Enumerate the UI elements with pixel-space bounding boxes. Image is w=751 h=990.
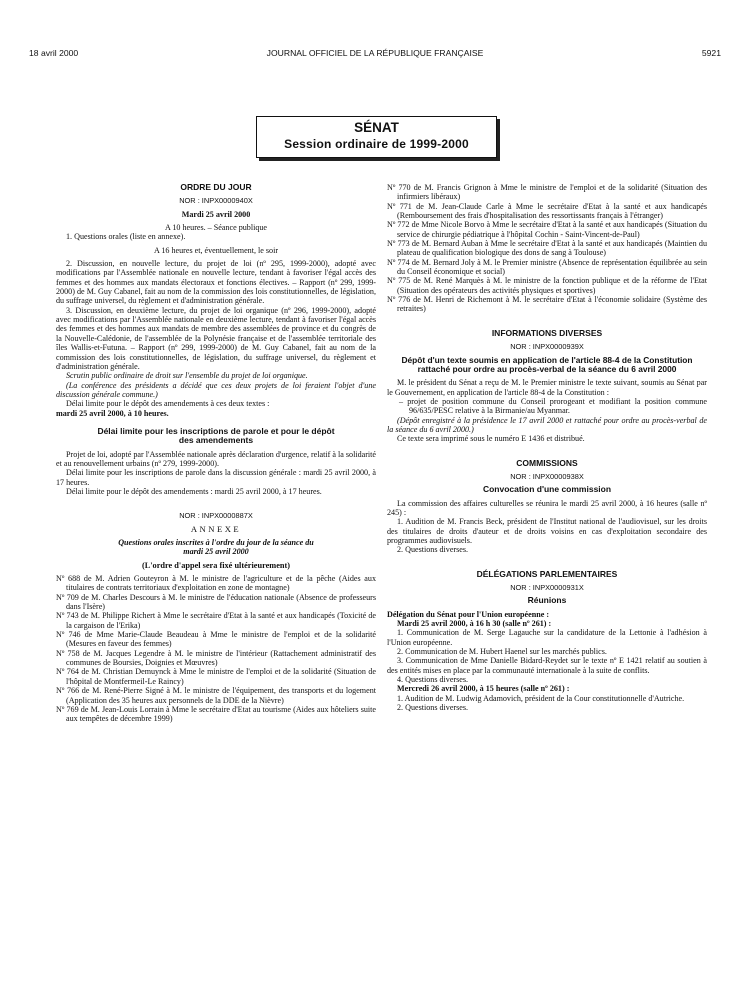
session-date: Mardi 25 avril 2000 [181,209,251,219]
delegations-heading: DÉLÉGATIONS PARLEMENTAIRES [476,568,618,579]
seance-time: A 10 heures. – Séance publique [164,223,268,233]
projet-position: – projet de position commune du Conseil prorogeant et modifiant la position commune 96/635/PESC relative à la Birmanie/au Myanmar. [399,396,707,416]
informations-heading: INFORMATIONS DIVERSES [491,327,603,338]
communication-item: 2. Communication de M. Hubert Haenel sur les marchés publics. [397,647,607,657]
delegation-ue: Délégation du Sénat pour l'Union européenne : [387,609,550,619]
question-item: Nº 758 de M. Jacques Legendre à M. le ministre de l'intérieur (Rattachement administratif des communes de Boursies, Doignies et Mœuvres) [56,648,376,668]
header-page-number: 5921 [701,48,721,58]
delai-depot: Délai limite pour le dépôt des amendements : mardi 25 avril 2000, à 17 heures. [66,486,322,496]
depot-heading: Dépôt d'un texte soumis en application de l'article 88-4 de la Constitution rattaché pour ordre au procès-verbal de la séance du 6 avril 2000 [401,354,693,374]
question-item: Nº 766 de M. René-Pierre Signé à M. le ministre de l'équipement, des transports et du logement (Application des 35 heures aux personnels de la DDE de la Nièvre) [56,686,376,705]
seance-time-2: A 16 heures et, éventuellement, le soir [153,245,279,255]
page-header [29,48,721,62]
questions-diverses: 2. Questions diverses. [397,545,469,555]
nor-ref: NOR : INPX0000938X [510,471,584,481]
question-item: Nº 746 de Mme Marie-Claude Beaudeau à Mme le ministre de l'emploi et de la solidarité (Mesures en faveur des femmes) [56,630,376,649]
audition-text: 1. Audition de M. Francis Beck, président de l'Institut national de l'audiovisuel, sur les droits des titulaires de droits d'auteur et de droits voisins en cas d'exploitation secondaire des programmes audiovisuels. [387,517,707,545]
right-column [387,183,707,713]
audition-item: 1. Audition de M. Ludwig Adamovich, président de la Cour constitutionnelle d'Autriche. [397,693,685,703]
mercredi-session: Mercredi 26 avril 2000, à 15 heures (salle nº 261) : [397,684,570,694]
communication-item: 1. Communication de M. Serge Lagauche sur la candidature de la Lettonie à l'adhésion à l'Union européenne. [387,628,707,647]
item-3: 3. Discussion, en deuxième lecture, du projet de loi organique (nº 296, 1999-2000), adopté avec modifications par l'Assemblée nationale en deuxième lecture, tendant à favoriser l'égal accès des femmes et des hommes aux mandats de membre des assemblées de province et du congrès de la Nouvelle-Calédonie, de l'assemblée de la Polynésie française et de l'assemblée territoriale des îles Wallis-et-Futuna. – Rapport (nº 299, 1999-2000) de M. Guy Cabanel, fait au nom de la commission des lois constitutionnelles, de législation, du suffrage universel, du règlement et d'administration générale. [56,305,376,371]
commission-text: La commission des affaires culturelles se réunira le mardi 25 avril 2000, à 16 heures (salle nº 245) : [387,498,707,517]
depot-enregistre: (Dépôt enregistré à la présidence le 17 avril 2000 et rattaché pour ordre au procès-verbal de la séance du 6 avril 2000.) [387,415,707,434]
question-item: Nº 770 de M. Francis Grignon à Mme le ministre de l'emploi et de la solidarité (Situation des infirmiers libéraux) [387,183,707,202]
question-item: Nº 776 de M. Henri de Richemont à M. le secrétaire d'Etat à l'économie solidaire (Système des retraites) [387,295,707,314]
question-item: Nº 775 de M. René Marquès à M. le ministre de la fonction publique et de la réforme de l'Etat (Situation des opérateurs des activités physiques et sportives) [387,276,707,295]
nor-ref: NOR : INPX0000940X [179,196,253,206]
conference-note: (La conférence des présidents a décidé que ces deux projets de loi feraient l'objet d'une discussion générale commune.) [56,380,376,399]
delai-amendements-date: mardi 25 avril 2000, à 10 heures. [56,408,169,418]
delai-amendements: Délai limite pour le dépôt des amendements à ces deux textes : [66,399,270,409]
title-box [256,116,497,158]
ordre-appel: (L'ordre d'appel sera fixé ultérieurement) [141,560,291,570]
projet-loi: Projet de loi, adopté par l'Assemblée nationale après déclaration d'urgence, relatif à la solidarité et au renouvellement urbains (nº 279, 1999-2000). [56,449,376,468]
header-date: 18 avril 2000 [29,48,79,58]
annexe-title: Questions orales inscrites à l'ordre du jour de la séance du mardi 25 avril 2000 [118,538,314,557]
question-item: Nº 774 de M. Bernard Joly à M. le Premier ministre (Absence de représentation équilibrée au sein du Conseil économique et social) [387,257,707,277]
reunions-heading: Réunions [527,595,567,606]
item-2: 2. Discussion, en nouvelle lecture, du projet de loi (nº 295, 1999-2000), adopté avec modifications par l'Assemblée nationale en nouvelle lecture, tendant à favoriser l'égal accès des femmes et des hommes aux mandats électoraux et fonctions électives. – Rapport (nº 299, 1999-2000) de M. Guy Cabanel, fait au nom de la commission des lois constitutionnelles, de législation, du suffrage universel, du règlement et d'administration générale. [56,259,376,306]
communication-item: 3. Communication de Mme Danielle Bidard-Reydet sur le texte nº E 1421 relatif au soutien à des entités mises en place par la communauté internationale à la suite de conflits. [387,656,707,675]
commissions-heading: COMMISSIONS [516,457,578,468]
ordre-du-jour-heading: ORDRE DU JOUR [180,182,252,192]
convocation-heading: Convocation d'une commission [482,484,612,495]
delai-heading: Délai limite pour les inscriptions de parole et pour le dépôt des amendements [97,425,335,446]
question-item: Nº 709 de M. Charles Descours à M. le ministre de l'éducation nationale (Absence de professeurs dans l'Isère) [56,592,376,612]
title-senat: SÉNAT [354,120,399,135]
question-item: Nº 769 de M. Jean-Louis Lorrain à Mme le secrétaire d'Etat au tourisme (Aides aux hôteliers suite aux tempêtes de décembre 1999) [56,704,376,724]
scrutin-note: Scrutin public ordinaire de droit sur l'ensemble du projet de loi organique. [66,371,308,381]
imprime-note: Ce texte sera imprimé sous le numéro E 1436 et distribué. [397,434,585,444]
question-item: Nº 772 de Mme Nicole Borvo à Mme le secrétaire d'Etat à la santé et aux handicapés (Situation du service de chirurgie pédiatrique à l'hôpital Cochin - Saint-Vincent-de-Paul) [387,220,707,239]
questions-diverses: 2. Questions diverses. [397,703,469,713]
question-item: Nº 771 de M. Jean-Claude Carle à Mme le secrétaire d'Etat à la santé et aux handicapés (Remboursement des frais d'hospitalisation des ressortissants français à l'étranger) [387,201,707,221]
question-item: Nº 688 de M. Adrien Gouteyron à M. le ministre de l'agriculture et de la pêche (Aides aux titulaires de contrats territoriaux d'exploitation en zone de montagne) [56,574,376,593]
item-1: 1. Questions orales (liste en annexe). [66,232,186,242]
question-item: Nº 764 de M. Christian Demuynck à Mme le ministre de l'emploi et de la solidarité (Situation de l'hôpital de Montfermeil-Le Raincy) [56,667,376,686]
question-item: Nº 743 de M. Philippe Richert à Mme le secrétaire d'Etat à la santé et aux handicapés (Toxicité de la cargaison de l'Erika) [56,611,376,630]
nor-ref: NOR : INPX0000887X [179,511,253,521]
mardi-session: Mardi 25 avril 2000, à 16 h 30 (salle nº 261) : [397,619,552,629]
president-text: M. le président du Sénat a reçu de M. le Premier ministre le texte suivant, soumis au Sénat par le Gouvernement, en application de l'article 88-4 de la Constitution : [387,378,707,397]
communication-item: 4. Questions diverses. [397,675,469,685]
delai-parole: Délai limite pour les inscriptions de parole dans la discussion générale : mardi 25 avril 2000, à 17 heures. [56,468,376,487]
left-column [56,183,376,724]
header-journal: JOURNAL OFFICIEL DE LA RÉPUBLIQUE FRANÇAISE [266,48,484,58]
title-session: Session ordinaire de 1999-2000 [284,137,469,151]
question-item: Nº 773 de M. Bernard Auban à Mme le secrétaire d'Etat à la santé et aux handicapés (Maintien du plateau de qualification biologique des dons de sang à Toulouse) [387,239,707,258]
annexe-heading: ANNEXE [190,523,242,534]
nor-ref: NOR : INPX0000939X [510,342,584,352]
nor-ref: NOR : INPX0000931X [510,583,584,593]
